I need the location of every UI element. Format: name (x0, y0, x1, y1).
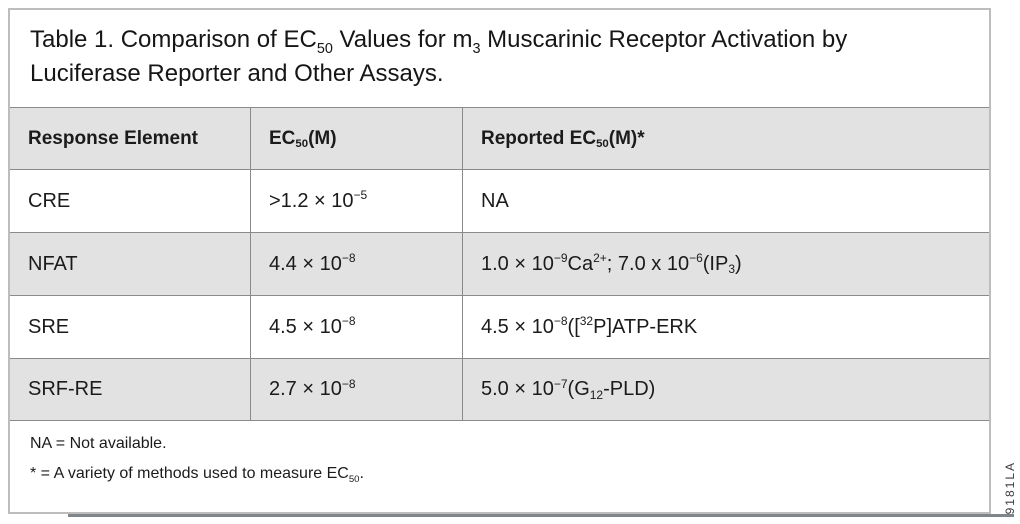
cell-nfat-element: NFAT (28, 252, 78, 275)
column-header-response-element: Response Element (28, 127, 198, 149)
cell-srf-re-ec50: 2.7 × 10 $^{-8}$ (250, 359, 462, 420)
cell-nfat-ec50: 4.4 × 10 $^{-8}$ (250, 233, 462, 295)
table-title-line-1: Table 1. Comparison of $EC_{50}$ Values for $m_3$ Muscarinic Receptor Activation by (30, 26, 848, 58)
table-row-sre (10, 295, 989, 358)
figure-code: 9181LA (1003, 460, 1017, 514)
cell-cre-reported: NA (462, 170, 989, 232)
footnote-na: NA = Not available. (30, 435, 167, 452)
cell-sre-reported: 4.5 × 10 $^{-8}$ ([ $^{32}$ P]ATP-ERK (462, 296, 989, 358)
cell-sre-element: SRE (28, 315, 70, 338)
footnote-asterisk: * = A variety of methods used to measure $EC_{50}$. (30, 465, 364, 486)
cell-sre-ec50: 4.5 × 10 $^{-8}$ (250, 296, 462, 358)
table-frame (8, 8, 991, 514)
table-title-line-2: Luciferase Reporter and Other Assays. (30, 60, 444, 87)
table-footnotes (10, 421, 989, 486)
column-header-ec50: EC $_{50}$ (M) (250, 108, 462, 169)
cell-srf-re-reported: 5.0 × 10 $^{-7}$ (G $_{12}$ -PLD) (462, 359, 989, 420)
data-table (10, 107, 989, 421)
cell-cre-element: CRE (28, 189, 71, 212)
cell-srf-re-element: SRF-RE (28, 378, 103, 400)
cell-cre-ec50: >1.2 × 10 $^{-5}$ (250, 170, 462, 232)
table-title (10, 10, 989, 107)
table-row-nfat (10, 232, 989, 295)
table-row-srf-re (10, 358, 989, 421)
cell-nfat-reported: 1.0 × 10 $^{-9}$ Ca $^{2+}$ ; 7.0 x 10 $^{-6}$ (IP $_3$ ) (462, 233, 989, 295)
table-row-cre (10, 169, 989, 232)
column-header-reported-ec50: Reported EC $_{50}$ (M)* (462, 108, 989, 169)
bottom-rule (68, 514, 1014, 517)
table-header-row (10, 107, 989, 169)
